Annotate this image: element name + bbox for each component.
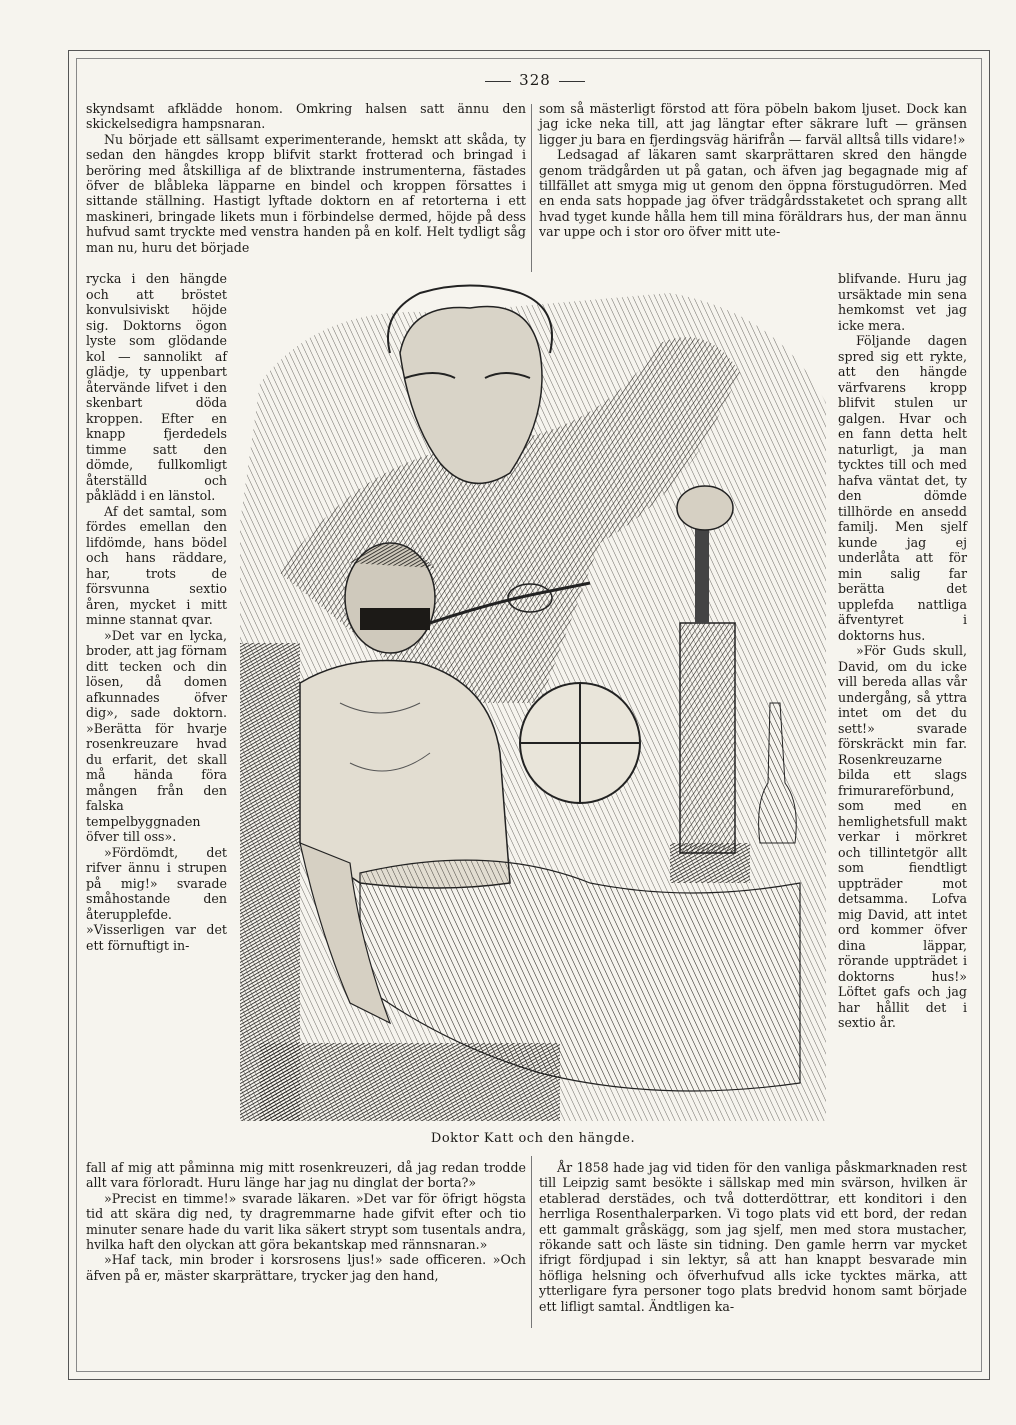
paragraph: Af det samtal, som fördes emellan den lifdömde, hans bödel och hans räddare, har, trots de försvunna sextio åren, mycket i mitt minne stannat qvar. — [86, 503, 227, 627]
left-column-top — [86, 101, 526, 255]
paragraph: fall af mig att påminna mig mitt rosenkreuzeri, då jag redan trodde allt vara förloradt. Huru länge har jag nu dinglat der borta?» — [86, 1160, 526, 1191]
paragraph: »Fördömdt, det rifver ännu i strupen på mig!» svarade småhostande den återupplefde. »Visserligen var det ett förnuftigt in- — [86, 844, 227, 953]
left-column-bottom — [86, 1160, 526, 1283]
right-column-top — [539, 101, 967, 240]
paragraph: Ledsagad af läkaren samt skarprättaren skred den hängde genom trädgården ut på gatan, och äfven jag begagnade mig af tillfället att smyga mig ut genom den öppna förstugudörren. Med en enda sats hoppade jag öfver trädgårdsstaketet och sprang allt hvad tyget kunde hålla hem till mina föräldrars hus, der man ännu var uppe och i stor oro öfver mitt ute- — [539, 147, 967, 240]
paragraph: blifvande. Huru jag ursäktade min sena hemkomst vet jag icke mera. — [838, 271, 967, 333]
paragraph: »Haf tack, min broder i korsrosens ljus!» sade officeren. »Och äfven på er, mäster skarprättare, trycker jag den hand, — [86, 1252, 526, 1283]
paragraph: som så mästerligt förstod att föra pöbeln bakom ljuset. Dock kan jag icke neka till, att jag längtar efter säkrare luft — gränsen ligger ju bara en fjerdingsväg härifrån — farväl alltså tills vidare!» — [539, 101, 967, 147]
paragraph: Nu började ett sällsamt experimenterande, hemskt att skåda, ty sedan den hängdes kropp blifvit starkt frotterad och bringad i beröring med åtskilliga af de blixtrande instrumenterna, fästades öfver de blåbleka läpparne en bindel och kroppen försattes i sittande ställning. Hastigt lyftade doktorn en af retorterna i ett maskineri, bringade likets mun i förbindelse dermed, höjde på dess hufvud samt tryckte med venstra handen på en kolf. Helt tydligt såg man nu, huru det började — [86, 131, 526, 255]
illustration — [240, 283, 826, 1121]
column-rule-bottom — [531, 1156, 532, 1328]
paragraph: År 1858 hade jag vid tiden för den vanliga påskmarknaden rest till Leipzig samt besökte i sällskap med min svärson, hvilken är etablerad derstädes, och två dotterdöttrar, ett konditori i den herrliga Rosenthalerparken. Vi togo plats vid ett bord, der redan ett gammalt gråskägg, som jag sjelf, men med stora mustacher, rökande satt och läste sin tidning. Den gamle herrn var mycket ifrigt fördjupad i sin lektyr, så att han knappt besvarade min höfliga helsning och öfverhufvud alls icke tycktes märka, att ytterligare fyra personer togo plats bredvid honom samt började ett lifligt samtal. Ändtligen ka- — [539, 1160, 967, 1314]
column-rule-top — [531, 104, 532, 272]
illustration-caption: Doktor Katt och den hängde. — [430, 1131, 636, 1146]
paragraph: Följande dagen spred sig ett rykte, att den hängde värfvarens kropp blifvit stulen ur galgen. Hvar och en fann detta helt naturligt, ja man tycktes till och med hafva väntat det, ty den dömde tillhörde en ansedd familj. Men sjelf kunde jag ej underlåta att för min salig far berätta det upplefda nattliga äfventyret i doktorns hus. — [838, 333, 967, 643]
paragraph: »Precist en timme!» svarade läkaren. »Det var för öfrigt högsta tid att skära dig ned, ty dragremmarne hade gifvit efter och tio minuter senare hade du varit lika säkert strypt som tusentals andra, hvilka haft den olyckan att göra bekantskap med rännsnaran.» — [86, 1190, 526, 1253]
left-column-narrow — [86, 271, 227, 953]
paragraph: rycka i den hängde och att bröstet konvulsiviskt höjde sig. Doktorns ögon lyste som glödande kol — sannolikt af glädje, ty uppenbart återvände lifvet i den skenbart döda kroppen. Efter en knapp fjerdedels timme satt den dömde, fullkomligt återställd och påklädd i en länstol. — [86, 271, 227, 503]
engraving-icon — [240, 283, 826, 1121]
right-column-narrow — [838, 271, 967, 1031]
page-number: 328 — [470, 71, 600, 89]
right-column-bottom — [539, 1160, 967, 1314]
paragraph: skyndsamt afklädde honom. Omkring halsen satt ännu den skickelsedigra hampsnaran. — [86, 101, 526, 132]
paragraph: »För Guds skull, David, om du icke vill bereda allas vår undergång, så yttra intet om det du sett!» svarade förskräckt min far. Rosenkreuzarne bilda ett slags frimurareförbund, som med en hemlighetsfull makt verkar i mörkret och tillintetgör allt som fiendtligt uppträder mot detsamma. Lofva mig David, att intet ord kommer öfver dina läppar, rörande uppträdet i doktorns hus!» Löftet gafs och jag har hållit det i sextio år. — [838, 643, 967, 1030]
paragraph: »Det var en lycka, broder, att jag förnam ditt tecken och din lösen, då domen afkunnades öfver dig», sade doktorn. »Berätta för hvarje rosenkreuzare hvad du erfarit, det skall må hända föra mången från den falska tempelbyggnaden öfver till oss». — [86, 627, 227, 844]
